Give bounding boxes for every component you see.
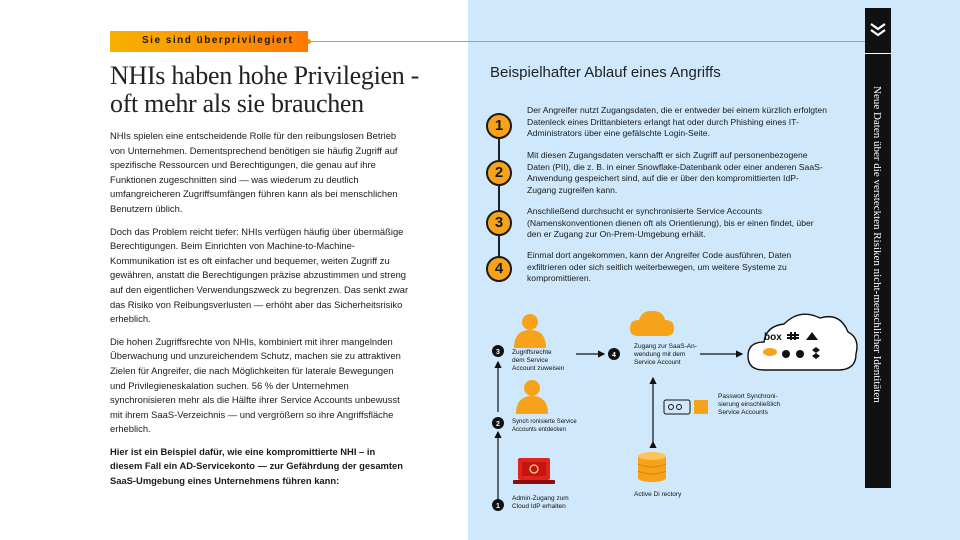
pw-label-2: sierung einschließlich [718, 401, 781, 408]
saas-label-1: Zugang zur SaaS-An- [634, 343, 697, 350]
rights-label-2: dem Service [512, 357, 549, 364]
title-line-1: NHIs haben hohe Privilegien - [110, 61, 420, 90]
step-number: 1 [486, 113, 512, 139]
saas-label-3: Service Account [634, 359, 681, 366]
atlassian-icon [782, 350, 790, 358]
body-text [110, 129, 410, 497]
pw-label-1: Passwort Synchroni- [718, 393, 778, 400]
step-number: 4 [486, 256, 512, 282]
rights-label-1: Zugriffsrechte [512, 349, 552, 356]
cloud-icon [630, 311, 674, 336]
database-icon [638, 452, 666, 482]
flow-num-2: 2 [496, 421, 500, 428]
section-banner [110, 31, 308, 52]
pw-label-3: Service Accounts [718, 409, 768, 416]
step-text: Der Angreifer nutzt Zugangsdaten, die er entweder bei einem kürzlich erfolgten Datenleck eines Drittanbieters erlangt hat oder durch Phishing eines IT-Administrators über eine gefälschte Login-Seite. [527, 105, 827, 139]
flow-num-4: 4 [612, 352, 616, 359]
paragraph-4: Hier ist ein Beispiel dafür, wie eine kompromittierte NHI – in diesem Fall ein AD-Servicekonto — zur Gefährdung der gesamten SaaS-Umgebung eines Unternehmens führen kann: [110, 445, 403, 487]
step-number: 2 [486, 160, 512, 186]
flow-num-3: 3 [496, 349, 500, 356]
ad-label: Active Di rectory [634, 491, 682, 498]
steps-connector [498, 130, 500, 272]
title-line-2: oft mehr als sie brauchen [110, 89, 364, 118]
laptop-icon [513, 458, 555, 484]
sync-label-2: Accounts entdecken [512, 427, 567, 433]
server-icon [664, 400, 708, 414]
box-logo: box [764, 332, 782, 343]
attack-title: Beispielhafter Ablauf eines Angriffs [490, 64, 721, 81]
flow-num-1: 1 [496, 503, 500, 510]
sync-label-1: Synch ronisierte Service [512, 419, 577, 425]
page-title [110, 62, 460, 118]
salesforce-icon [763, 348, 777, 356]
chevron-down-icon[interactable] [865, 8, 891, 54]
rights-label-3: Account zuweisen [512, 365, 565, 372]
banner-label: Sie sind überprivilegiert [142, 35, 294, 46]
step-text: Einmal dort angekommen, kann der Angreifer Code ausführen, Daten exfiltrieren oder sich seitlich weiterbewegen, um weitere Systeme zu kompromittieren. [527, 250, 792, 284]
github-icon [796, 350, 804, 358]
attack-diagram [468, 290, 860, 530]
admin-label-1: Admin-Zugang zum [512, 495, 569, 502]
saas-label-2: wendung mit dem [634, 351, 686, 358]
step-text: Anschließend durchsucht er synchronisierte Service Accounts (Namenskonventionen dienen oft als Orientierung), bis er einen findet, über den er Zugang zur On-Prem-Umgebung erhält. [527, 206, 814, 240]
step-text: Mit diesen Zugangsdaten verschafft er sich Zugriff auf personenbezogene Daten (PII), die z. B. in einer Snowflake-Datenbank oder einer anderen SaaS-Anwendung gespeichert sind, auf die er über den kompromittierten IdP-Zugang zugreifen kann. [527, 150, 823, 195]
user-icon [516, 380, 548, 414]
paragraph-2: Doch das Problem reicht tiefer: NHIs verfügen häufig über übermäßige Berechtigungen. Beim Einrichten von Machine-to-Machine-Kommunikation ist es oft einfacher und bequemer, weiten Zugriff zu gewähren, anstatt die Berechtigungen präzise abzustimmen und streng auf den eigentlichen Verwendungszweck zu begrenzen. Das senkt zwar das Risiko von Reibungsverlusten — erhöht aber das Sicherheitsrisiko erheblich. [110, 225, 409, 325]
paragraph-1: NHIs spielen eine entscheidende Rolle für den reibungslosen Betrieb von Unternehmen. Dementsprechend benötigen sie häufig Zugriff auf spezifische Ressourcen und Berechtigungen, die genau auf ihre Funktionen zugeschnitten sind — was wiederum zu deutlich umfangreicheren Zugriffsumfängen führen kann als bei menschlichen Benutzern üblich. [110, 130, 398, 214]
user-icon [514, 314, 546, 348]
divider-line [308, 41, 865, 42]
step-number: 3 [486, 210, 512, 236]
admin-label-2: Cloud IdP erhalten [512, 503, 566, 510]
paragraph-3: Die hohen Zugriffsrechte von NHIs, kombiniert mit ihrer mangelnden Überwachung und unzureichendem Schutz, machen sie zu attraktiven Zielen für Angreifer, die nach Möglichkeiten für laterale Bewegungen und Privilegieneskalation suchen. 56 % der Unternehmen synchronisieren mehr als die Hälfte ihrer Service Accounts unbewusst mit ihrem SaaS-Verzeichnis — und vergrößern so ihre Angriffsfläche erheblich. [110, 335, 401, 435]
side-tab-label: Neue Daten über die versteckten Risiken nicht-menschlicher Identitäten [871, 86, 883, 403]
